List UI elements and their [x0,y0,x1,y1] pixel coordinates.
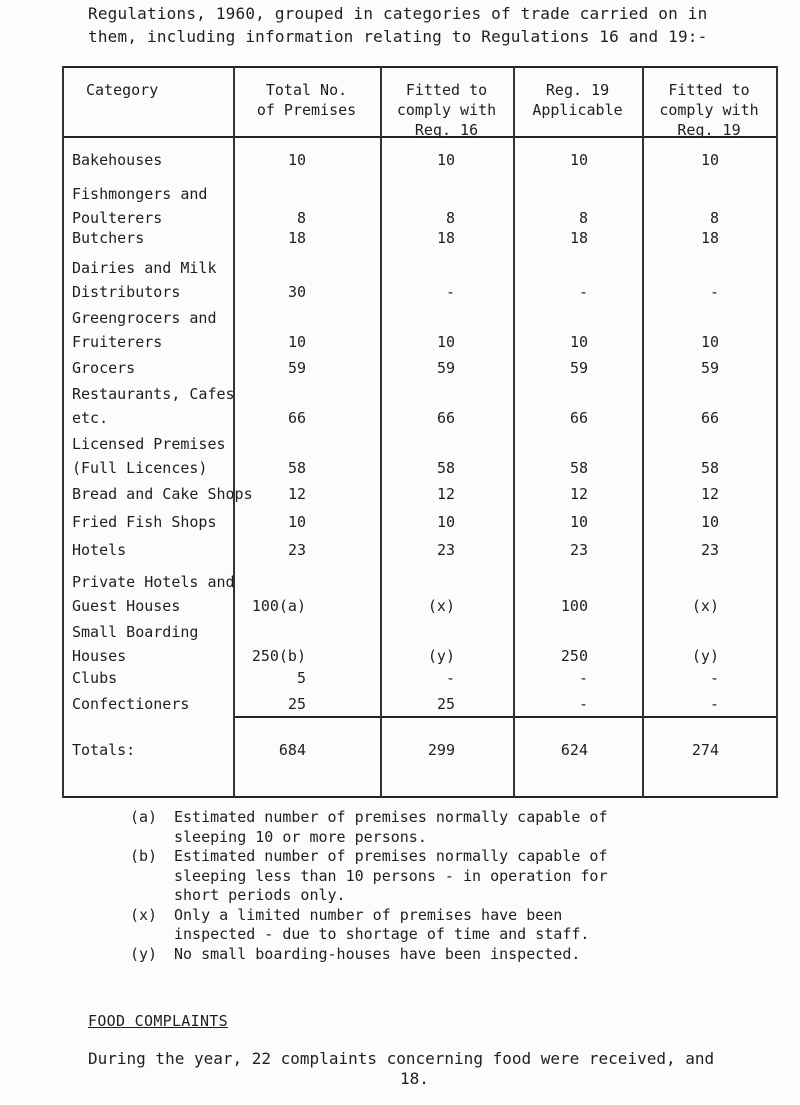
footnote-line: Estimated number of premises normally capable of [174,847,608,865]
column-rule-4 [642,66,644,798]
table-row-category [72,622,198,666]
cell-reg19-applicable: 12 [569,485,588,503]
cell-fitted-reg16: 18 [436,229,455,247]
footnote-text [174,847,774,906]
category-line-1: Grocers [72,359,136,377]
cell-fitted-reg19: 10 [700,513,719,531]
table-row-category [72,434,226,478]
header-total: Total No. of Premises [256,81,357,119]
table-row-category [72,572,235,616]
table-row-category [72,358,135,378]
header-reg19-applicable: Reg. 19 Applicable [532,81,623,119]
category-line-1: Butchers [72,229,145,247]
cell-fitted-reg19: 12 [700,485,719,503]
category-line-2: Fruiterers [72,333,163,351]
intro-line-1: Regulations, 1960, grouped in categories of trade carried on in [88,4,708,23]
totals-top-rule [233,716,778,718]
footnote-text [174,906,774,945]
table-left-rule [62,66,64,798]
cell-fitted-reg16: - [445,669,455,687]
category-line-2: Houses [72,647,127,665]
category-line-1: Clubs [72,669,118,687]
cell-fitted-reg19: - [709,283,719,301]
intro-paragraph [88,2,788,48]
table-row-category [72,668,117,688]
cell-reg19-applicable: - [578,283,588,301]
footnote-line: Estimated number of premises normally capable of [174,808,608,826]
category-line-1: Dairies and Milk [72,259,217,277]
cell-fitted-reg19: 10 [700,333,719,351]
cell-fitted-reg19: 23 [700,541,719,559]
cell-fitted-reg19: (x) [691,597,719,615]
footnote-line: short periods only. [174,886,346,904]
cell-reg19-applicable: 23 [569,541,588,559]
cell-fitted-reg16: 25 [436,695,455,713]
cell-total: 10 [287,151,306,169]
footnote-key: (x) [130,905,158,924]
cell-reg19-applicable: - [578,695,588,713]
category-line-2: Distributors [72,283,181,301]
cell-fitted-reg16: 12 [436,485,455,503]
footnote-text [174,945,774,965]
header-fitted-reg16: Fitted to comply with Reg. 16 [396,81,497,139]
cell-fitted-reg19: (y) [691,647,719,665]
table-row-category [72,308,217,352]
footnote-key: (b) [130,847,158,865]
cell-reg19-applicable: 59 [569,359,588,377]
cell-total: 100(a) [251,597,306,615]
footnote-item [130,945,774,965]
cell-reg19-applicable: - [578,669,588,687]
header-category: Category [86,81,159,99]
cell-fitted-reg16: - [445,283,455,301]
totals-reg19-applicable: 624 [560,741,588,759]
table-row-category [72,150,162,170]
totals-label: Totals: [72,741,136,759]
category-line-1: Private Hotels and [72,573,235,591]
cell-total: 58 [287,459,306,477]
cell-total: 23 [287,541,306,559]
category-line-1: Hotels [72,541,127,559]
cell-total: 30 [287,283,306,301]
intro-line-2: them, including information relating to Regulations 16 and 19:- [88,27,708,46]
table-row-category [72,512,217,532]
cell-reg19-applicable: 8 [578,209,588,227]
footnote-key: (y) [130,944,158,963]
category-line-2: Guest Houses [72,597,181,615]
category-line-1: Fried Fish Shops [72,513,217,531]
footnote-line: Only a limited number of premises have been [174,905,563,924]
footnote-key: (a) [130,808,158,826]
category-line-1: Small Boarding [72,623,199,641]
table-row-category [72,484,253,504]
totals-fitted-reg19: 274 [691,741,719,759]
cell-fitted-reg16: (x) [427,597,455,615]
cell-fitted-reg16: 10 [436,513,455,531]
cell-fitted-reg16: 10 [436,333,455,351]
category-line-1: Greengrocers and [72,309,217,327]
cell-fitted-reg16: 66 [436,409,455,427]
cell-total: 5 [296,669,306,687]
category-line-2: Poulterers [72,209,163,227]
category-line-1: Bakehouses [72,151,163,169]
cell-fitted-reg19: 8 [709,209,719,227]
table-top-rule [62,66,778,68]
table-row-category [72,384,235,428]
cell-fitted-reg16: (y) [427,647,455,665]
column-rule-3 [513,66,515,798]
page-number: 18. [400,1069,429,1088]
cell-fitted-reg19: - [709,669,719,687]
table-row-category [72,694,189,714]
category-line-1: Confectioners [72,695,190,713]
category-line-1: Licensed Premises [72,435,226,453]
cell-fitted-reg19: 10 [700,151,719,169]
cell-total: 10 [287,333,306,351]
cell-fitted-reg16: 58 [436,459,455,477]
cell-fitted-reg16: 23 [436,541,455,559]
totals-total: 684 [278,741,306,759]
cell-total: 12 [287,485,306,503]
footnote-item [130,808,774,847]
table-right-rule [776,66,778,798]
table-row-category [72,184,207,228]
footnote-line: inspected - due to shortage of time and staff. [174,925,590,943]
cell-total: 10 [287,513,306,531]
cell-reg19-applicable: 58 [569,459,588,477]
category-line-2: (Full Licences) [72,459,208,477]
cell-fitted-reg19: 59 [700,359,719,377]
section-title: FOOD COMPLAINTS [88,1012,228,1030]
cell-fitted-reg19: 18 [700,229,719,247]
footnote-line: sleeping 10 or more persons. [174,827,427,846]
table-bottom-rule [62,796,778,798]
cell-reg19-applicable: 10 [569,151,588,169]
trade-categories-table [62,66,778,798]
cell-fitted-reg16: 10 [436,151,455,169]
footnote-item [130,906,774,945]
column-rule-1 [233,66,235,798]
category-line-1: Fishmongers and [72,185,208,203]
footnotes [130,808,774,964]
cell-total: 66 [287,409,306,427]
column-rule-2 [380,66,382,798]
header-fitted-reg19: Fitted to comply with Reg. 19 [659,81,759,139]
category-line-1: Restaurants, Cafes [72,385,235,403]
cell-fitted-reg19: 66 [700,409,719,427]
cell-fitted-reg19: 58 [700,459,719,477]
cell-reg19-applicable: 18 [569,229,588,247]
category-line-2: etc. [72,409,109,427]
footnote-line: sleeping less than 10 persons - in operation for [174,866,608,885]
cell-fitted-reg19: - [709,695,719,713]
cell-total: 25 [287,695,306,713]
cell-total: 250(b) [251,647,306,665]
cell-reg19-applicable: 100 [560,597,588,615]
cell-fitted-reg16: 59 [436,359,455,377]
cell-reg19-applicable: 250 [560,647,588,665]
cell-reg19-applicable: 10 [569,513,588,531]
table-row-category [72,540,126,560]
cell-total: 8 [296,209,306,227]
footnote-line: No small boarding-houses have been inspected. [174,944,581,963]
cell-reg19-applicable: 10 [569,333,588,351]
footnote-item [130,847,774,906]
table-row-category [72,228,144,248]
cell-fitted-reg16: 8 [445,209,455,227]
cell-total: 18 [287,229,306,247]
cell-reg19-applicable: 66 [569,409,588,427]
category-line-1: Bread and Cake Shops [72,485,253,503]
footnote-text [174,808,774,847]
totals-fitted-reg16: 299 [427,741,455,759]
cell-total: 59 [287,359,306,377]
table-row-category [72,258,217,302]
section-body: During the year, 22 complaints concerning food were received, and [88,1049,715,1068]
